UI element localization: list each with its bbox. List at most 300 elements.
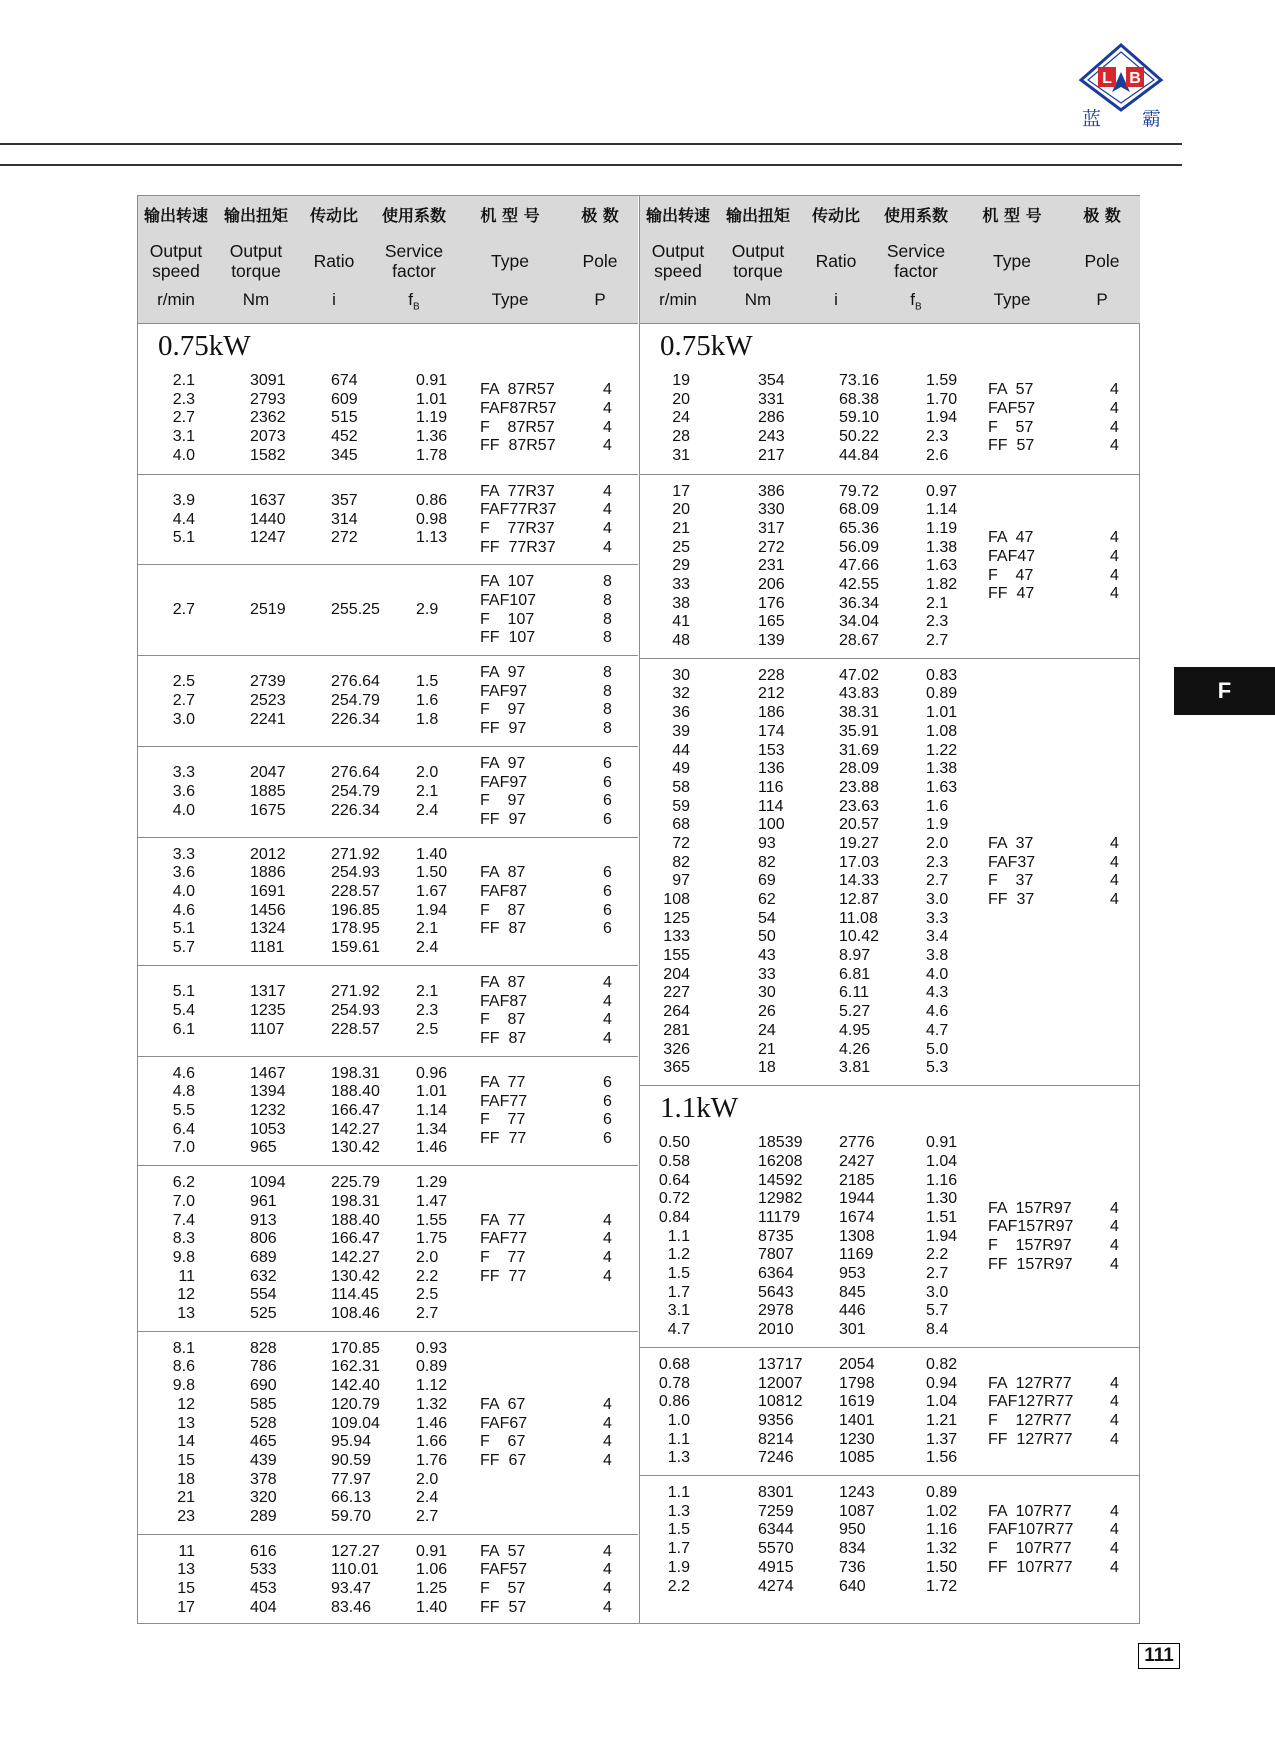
type-list (138, 974, 638, 1049)
ratio-value: 83.46 (331, 1598, 372, 1616)
ratio-value: 255.25 (331, 601, 380, 619)
type-row (640, 1237, 1140, 1256)
ratio-value: 188.40 (331, 1211, 380, 1229)
header-cn-label: 使用系数 (381, 206, 446, 225)
header-unit-label: P (594, 290, 606, 309)
type-row (640, 854, 1140, 873)
ratio-value: 162.31 (331, 1358, 380, 1376)
service-factor-value: 5.7 (926, 1302, 949, 1320)
speed-value: 11 (178, 1542, 195, 1560)
type-value: F 107R77 (988, 1540, 1072, 1558)
header-en-label: Ratio (313, 251, 355, 271)
service-factor-value: 1.6 (926, 797, 949, 815)
type-value: FAF107R77 (988, 1521, 1074, 1539)
service-factor-value: 2.7 (416, 1507, 439, 1525)
speed-value: 1.2 (667, 1246, 690, 1264)
table-row (640, 928, 1140, 947)
ratio-value: 254.93 (331, 864, 380, 882)
torque-value: 585 (250, 1395, 277, 1413)
speed-value: 155 (663, 947, 690, 965)
service-factor-value: 1.32 (416, 1395, 448, 1413)
type-value: FA 87 (480, 864, 526, 882)
pole-value: 6 (603, 1111, 612, 1129)
type-list (138, 1074, 638, 1149)
service-factor-value: 2.5 (416, 1286, 439, 1304)
service-factor-value: 1.82 (926, 575, 958, 593)
pole-value: 8 (603, 664, 612, 682)
ratio-value: 953 (839, 1265, 866, 1282)
ratio-value: 609 (331, 390, 358, 408)
ratio-value: 834 (839, 1540, 866, 1558)
speed-value: 19 (672, 372, 690, 389)
type-value: FF 77 (480, 1267, 527, 1285)
speed-value: 1.7 (667, 1283, 690, 1301)
torque-value: 1107 (250, 1020, 285, 1038)
speed-value: 44 (672, 741, 690, 759)
type-value: FA 67 (480, 1395, 526, 1413)
ratio-value: 28.09 (839, 760, 880, 778)
service-factor-value: 1.32 (926, 1540, 958, 1558)
service-factor-value: 0.82 (926, 1355, 958, 1373)
torque-value: 2047 (250, 764, 286, 782)
type-value: FA 127R77 (988, 1374, 1072, 1392)
ratio-value: 2427 (839, 1152, 875, 1170)
service-factor-value: 1.37 (926, 1430, 958, 1448)
type-list (138, 864, 638, 939)
block-left-4 (138, 655, 638, 747)
type-value: FAF67 (480, 1414, 528, 1432)
pole-value: 8 (603, 573, 612, 591)
table-row (640, 760, 1140, 779)
torque-value: 10812 (758, 1393, 803, 1411)
table-row (640, 1153, 1140, 1172)
service-factor-value: 0.96 (416, 1064, 448, 1082)
service-factor-value: 2.4 (416, 1489, 439, 1507)
pole-value: 8 (603, 629, 612, 647)
torque-value: 11179 (758, 1208, 801, 1226)
block-right-2 (640, 474, 1140, 659)
torque-value: 12982 (758, 1190, 803, 1208)
ratio-value: 166.47 (331, 1230, 380, 1248)
service-factor-value: 2.1 (926, 594, 949, 612)
service-factor-value: 0.91 (926, 1134, 958, 1152)
torque-value: 528 (250, 1414, 277, 1432)
service-factor-value: 2.3 (926, 613, 949, 631)
service-factor-value: 1.66 (416, 1433, 448, 1451)
speed-value: 8.6 (172, 1358, 195, 1376)
table-row (138, 939, 638, 958)
type-row (138, 864, 638, 883)
type-list (138, 664, 638, 739)
service-factor-value: 8.4 (926, 1321, 949, 1339)
type-row (138, 720, 638, 739)
torque-value: 212 (758, 685, 785, 703)
type-row (138, 381, 638, 400)
table-row (640, 632, 1140, 651)
pole-value: 4 (1110, 400, 1119, 418)
service-factor-value: 1.63 (926, 778, 958, 796)
speed-value: 59 (672, 797, 690, 815)
header-en-label: Output speed (149, 241, 203, 281)
service-factor-value: 1.50 (416, 864, 448, 882)
service-factor-value: 1.38 (926, 760, 958, 778)
ratio-value: 228.57 (331, 1020, 380, 1038)
ratio-value: 23.63 (839, 797, 880, 815)
pole-value: 4 (603, 519, 612, 537)
torque-value: 231 (758, 557, 785, 575)
torque-value: 7807 (758, 1246, 794, 1264)
pole-value: 4 (603, 400, 612, 418)
ratio-value: 68.09 (839, 501, 880, 519)
speed-value: 3.6 (172, 864, 195, 882)
table-row (640, 613, 1140, 632)
header-cn-label: 极 数 (581, 206, 619, 225)
ratio-value: 114.45 (331, 1286, 379, 1304)
table-row (640, 1003, 1140, 1022)
block-left-6 (138, 837, 638, 966)
table-row (138, 1340, 638, 1359)
table-row (640, 910, 1140, 929)
speed-value: 36 (672, 704, 690, 722)
ratio-value: 19.27 (839, 834, 880, 852)
pole-value: 4 (603, 992, 612, 1010)
speed-value: 12 (177, 1286, 195, 1304)
pole-value: 6 (603, 1130, 612, 1148)
speed-value: 1.3 (667, 1449, 690, 1467)
type-value: FA 107 (480, 573, 535, 591)
block-left-8 (138, 1056, 638, 1167)
pole-value: 6 (603, 1092, 612, 1110)
pole-value: 6 (603, 864, 612, 882)
speed-value: 2.2 (667, 1577, 690, 1595)
speed-value: 2.1 (172, 372, 195, 389)
type-value: FF 77 (480, 1130, 527, 1148)
service-factor-value: 2.9 (416, 601, 439, 619)
torque-value: 2012 (250, 845, 286, 863)
torque-value: 913 (250, 1211, 277, 1229)
service-factor-value: 2.1 (416, 920, 439, 938)
torque-value: 174 (758, 722, 785, 740)
torque-value: 26 (758, 1003, 776, 1021)
table-row (640, 667, 1140, 686)
torque-value: 2793 (250, 390, 286, 408)
ratio-value: 28.67 (839, 632, 880, 649)
ratio-value: 225.79 (331, 1174, 380, 1192)
header-unit-label: Type (993, 290, 1031, 309)
ratio-value: 142.40 (331, 1377, 380, 1395)
pole-value: 4 (1110, 418, 1119, 436)
pole-value: 4 (1110, 872, 1119, 890)
type-row (640, 1218, 1140, 1237)
type-value: FA 77 (480, 1211, 526, 1229)
service-factor-value: 3.0 (926, 1283, 949, 1301)
type-value: F 77 (480, 1248, 526, 1266)
speed-value: 4.0 (172, 801, 195, 819)
header-col-6 (1078, 204, 1126, 310)
type-row (138, 664, 638, 683)
header-en-label: Ratio (815, 251, 857, 271)
torque-value: 93 (758, 834, 776, 852)
type-list (640, 381, 1140, 456)
ratio-value: 446 (839, 1302, 866, 1320)
torque-value: 4915 (758, 1558, 794, 1576)
type-value: F 47 (988, 566, 1034, 584)
speed-value: 32 (672, 685, 690, 703)
torque-value: 2241 (250, 710, 286, 728)
header-col-4 (880, 204, 952, 317)
pole-value: 6 (603, 773, 612, 791)
pole-value: 4 (603, 418, 612, 436)
torque-value: 153 (758, 741, 785, 759)
speed-value: 5.1 (172, 983, 195, 1001)
type-value: FAF107 (480, 591, 537, 609)
service-factor-value: 2.0 (416, 1470, 439, 1488)
pole-value: 4 (603, 1029, 612, 1047)
pole-value: 8 (603, 591, 612, 609)
speed-value: 1.0 (667, 1411, 690, 1429)
speed-value: 227 (663, 984, 690, 1002)
pole-value: 4 (1110, 1199, 1119, 1217)
speed-value: 5.1 (172, 920, 195, 938)
type-row (138, 774, 638, 793)
type-value: FF 37 (988, 891, 1035, 909)
speed-value: 204 (663, 965, 690, 983)
type-value: FF 77R37 (480, 538, 556, 556)
ratio-value: 120.79 (331, 1395, 380, 1413)
ratio-value: 226.34 (331, 710, 380, 728)
service-factor-value: 1.02 (926, 1502, 958, 1520)
ratio-value: 1798 (839, 1374, 875, 1392)
ratio-value: 73.16 (839, 372, 880, 389)
torque-value: 9356 (758, 1411, 794, 1429)
torque-value: 8735 (758, 1227, 794, 1245)
section-tab-f[interactable]: F (1174, 667, 1275, 715)
block-left-7 (138, 965, 638, 1057)
ratio-value: 130.42 (331, 1267, 380, 1285)
speed-value: 8.1 (172, 1339, 195, 1357)
header-cn-label: 输出转速 (143, 206, 208, 225)
pole-value: 4 (603, 1230, 612, 1248)
speed-value: 21 (177, 1489, 195, 1507)
speed-value: 9.8 (172, 1377, 195, 1395)
header-cn-label: 输出转速 (645, 206, 710, 225)
pole-value: 4 (603, 1598, 612, 1616)
pole-value: 6 (603, 920, 612, 938)
header-col-2 (221, 204, 291, 310)
type-list (640, 835, 1140, 910)
speed-value: 58 (672, 778, 690, 796)
type-value: F 57 (988, 418, 1034, 436)
type-row (138, 1011, 638, 1030)
torque-value: 465 (250, 1433, 277, 1451)
header-en-label: Service factor (384, 241, 444, 281)
torque-value: 1885 (250, 782, 286, 800)
ratio-value: 272 (331, 529, 358, 547)
ratio-value: 254.79 (331, 692, 380, 710)
type-value: FAF87R57 (480, 400, 557, 418)
table-row (138, 1471, 638, 1490)
speed-value: 7.4 (172, 1211, 195, 1229)
ratio-value: 12.87 (839, 891, 880, 909)
torque-value: 1691 (250, 883, 286, 901)
pole-value: 6 (603, 810, 612, 828)
torque-value: 286 (758, 409, 785, 427)
type-row (138, 701, 638, 720)
type-row (640, 1256, 1140, 1275)
table-row (640, 704, 1140, 723)
service-factor-value: 0.83 (926, 666, 958, 684)
speed-value: 13 (177, 1561, 195, 1579)
pole-value: 8 (603, 720, 612, 738)
torque-value: 965 (250, 1139, 277, 1157)
service-factor-value: 2.2 (416, 1267, 439, 1285)
speed-value: 38 (672, 594, 690, 612)
type-row (138, 755, 638, 774)
torque-value: 1094 (250, 1174, 286, 1192)
pole-value: 4 (1110, 1502, 1119, 1520)
logo-letter-b: B (1129, 70, 1141, 87)
type-row (138, 883, 638, 902)
ratio-value: 109.04 (331, 1414, 380, 1432)
pole-value: 6 (603, 883, 612, 901)
speed-value: 3.6 (172, 782, 195, 800)
header-unit-label: Nm (744, 290, 772, 309)
speed-value: 41 (672, 613, 690, 631)
pole-value: 4 (603, 1561, 612, 1579)
service-factor-value: 0.91 (416, 1542, 448, 1560)
table-row (640, 723, 1140, 742)
logo-cn-left: 蓝 (1082, 108, 1102, 130)
ratio-value: 345 (331, 446, 358, 464)
header-cn-label: 输出扭矩 (223, 206, 288, 225)
ratio-value: 178.95 (331, 920, 380, 938)
table-row (640, 798, 1140, 817)
type-value: FA 47 (988, 529, 1034, 547)
speed-value: 31 (672, 446, 690, 464)
type-value: F 77 (480, 1111, 526, 1129)
torque-value: 18 (758, 1059, 776, 1077)
table-row (138, 1358, 638, 1377)
service-factor-value: 1.21 (926, 1411, 958, 1429)
pole-value: 4 (603, 1433, 612, 1451)
ratio-value: 736 (839, 1558, 866, 1576)
ratio-value: 159.61 (331, 939, 380, 957)
ratio-value: 77.97 (331, 1470, 372, 1488)
speed-value: 125 (663, 909, 690, 927)
speed-value: 68 (672, 816, 690, 834)
table-row (640, 1321, 1140, 1340)
type-row (138, 1111, 638, 1130)
power-rating-label: 1.1kW (660, 1092, 739, 1125)
speed-value: 0.64 (658, 1171, 690, 1189)
pole-value: 4 (603, 538, 612, 556)
header-col-2 (723, 204, 793, 310)
pole-value: 4 (1110, 437, 1119, 455)
table-row (138, 1305, 638, 1324)
ratio-value: 47.02 (839, 666, 880, 684)
ratio-value: 43.83 (839, 685, 880, 703)
ratio-value: 254.79 (331, 782, 380, 800)
type-value: FF 157R97 (988, 1255, 1073, 1273)
speed-value: 0.84 (658, 1208, 690, 1226)
header-en-label: Output torque (229, 241, 283, 281)
table-row (640, 685, 1140, 704)
type-value: FA 57 (480, 1542, 526, 1560)
ratio-value: 31.69 (839, 741, 880, 759)
ratio-value: 20.57 (839, 816, 880, 834)
speed-value: 39 (672, 722, 690, 740)
type-value: FAF77 (480, 1092, 528, 1110)
ratio-value: 68.38 (839, 390, 880, 408)
torque-value: 786 (250, 1358, 277, 1376)
torque-value: 43 (758, 947, 776, 965)
service-factor-value: 4.3 (926, 984, 949, 1002)
speed-value: 28 (672, 428, 690, 446)
ratio-value: 42.55 (839, 575, 880, 593)
table-row (640, 483, 1140, 502)
type-value: FF 57 (480, 1598, 527, 1616)
speed-value: 5.4 (172, 1001, 195, 1019)
ratio-value: 127.27 (331, 1542, 380, 1560)
service-factor-value: 0.89 (926, 1484, 958, 1502)
ratio-value: 1243 (839, 1484, 875, 1502)
header-cn-label: 机 型 号 (982, 206, 1042, 225)
speed-value: 6.2 (172, 1174, 195, 1192)
table-row (640, 1172, 1140, 1191)
type-row (640, 1431, 1140, 1450)
torque-value: 1232 (250, 1102, 286, 1120)
header-unit-label: i (834, 290, 838, 309)
service-factor-value: 1.30 (926, 1190, 958, 1208)
header-cn-label: 使用系数 (883, 206, 948, 225)
header-col-3 (304, 204, 364, 310)
speed-value: 12 (177, 1395, 195, 1413)
table-row (640, 947, 1140, 966)
torque-value: 386 (758, 482, 785, 500)
block-left-1 (138, 324, 638, 474)
type-row (138, 1433, 638, 1452)
ratio-value: 65.36 (839, 519, 880, 537)
type-row (640, 548, 1140, 567)
torque-value: 453 (250, 1580, 277, 1598)
service-factor-value: 3.0 (926, 891, 949, 909)
service-factor-value: 1.22 (926, 741, 958, 759)
torque-value: 21 (758, 1040, 776, 1058)
type-value: FF 107R77 (988, 1558, 1073, 1576)
service-factor-value: 1.13 (416, 529, 448, 547)
torque-value: 4274 (758, 1577, 794, 1595)
service-factor-value: 1.19 (416, 409, 448, 427)
type-value: FAF157R97 (988, 1218, 1074, 1236)
type-value: FAF97 (480, 773, 528, 791)
speed-value: 4.0 (172, 446, 195, 464)
ratio-value: 110.01 (331, 1561, 379, 1579)
ratio-value: 44.84 (839, 446, 880, 464)
pole-value: 8 (603, 701, 612, 719)
speed-value: 0.68 (658, 1355, 690, 1373)
torque-value: 114 (758, 797, 784, 815)
logo-cn-right: 霸 (1142, 108, 1162, 130)
speed-value: 5.5 (172, 1102, 195, 1120)
service-factor-value: 1.70 (926, 390, 958, 408)
torque-value: 3091 (250, 372, 286, 389)
type-list (138, 381, 638, 456)
ratio-value: 56.09 (839, 538, 880, 556)
speed-value: 1.5 (667, 1521, 690, 1539)
service-factor-value: 1.01 (416, 390, 448, 408)
service-factor-value: 1.38 (926, 538, 958, 556)
speed-value: 3.3 (172, 845, 195, 863)
